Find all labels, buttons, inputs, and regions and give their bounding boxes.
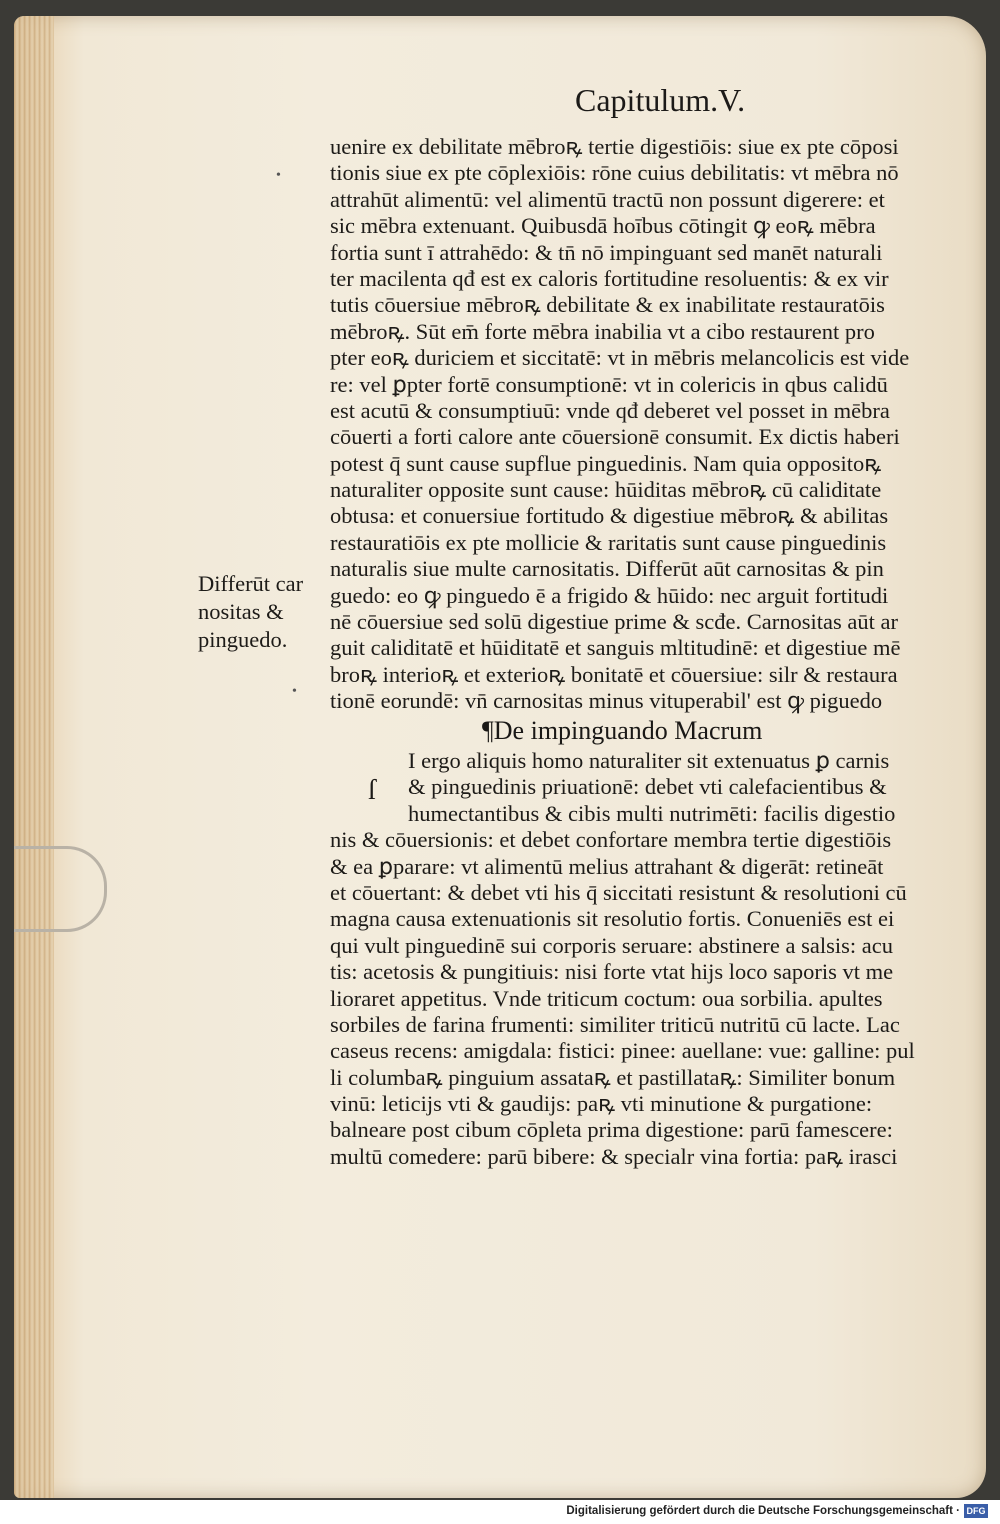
- text-line: naturalis siue multe carnositatis. Differūt aūt carnositas & pin: [330, 556, 884, 582]
- ink-speck: •: [276, 168, 281, 183]
- text-line: sorbiles de farina frumenti: similiter triticū nutritū cū lacte. Lac: [330, 1011, 900, 1037]
- text-line: tionis siue ex pte cōplexiōis: rōne cuius debilitatis: vt mēbra nō: [330, 160, 899, 186]
- digitization-credit: Digitalisierung gefördert durch die Deutsche Forschungsgemeinschaft ·: [566, 1505, 960, 1517]
- text-line: naturaliter opposite sunt cause: hūiditas mēbroꝶ cū caliditate: [330, 477, 882, 503]
- text-line: balneare post cibum cōpleta prima digestione: parū famescere:: [330, 1117, 893, 1143]
- text-line: & pinguedinis priuationē: debet vti calefacientibus &: [408, 774, 887, 800]
- paper-clip: [14, 846, 107, 932]
- text-line: re: vel ꝑpter fortē consumptionē: vt in colericis in qbus calidū: [330, 371, 888, 397]
- text-line: fortia sunt ī attrahēdo: & tn̄ nō impinguant sed manēt naturali: [330, 239, 883, 265]
- text-line: nis & cōuersionis: et debet confortare membra tertie digestiōis: [330, 827, 892, 853]
- text-line: guit caliditatē et hūiditatē et sanguis mltitudinē: et digestiue mē: [330, 635, 901, 661]
- text-line: multū comedere: parū bibere: & specialr vina fortia: paꝶ irasci: [330, 1143, 898, 1169]
- text-line: & ea ꝑparare: vt alimentū melius attrahant & digerāt: retineāt: [330, 853, 884, 879]
- pilcrow-icon: ¶: [482, 716, 494, 745]
- text-line: tis: acetosis & pungitiuis: nisi forte vtat hijs loco saporis vt me: [330, 959, 894, 985]
- text-line: uenire ex debilitate mēbroꝶ tertie digestiōis: siue ex pte cōposi: [330, 134, 899, 159]
- text-line: humectantibus & cibis multi nutrimēti: facilis digestio: [408, 800, 896, 826]
- text-line: magna causa extenuationis sit resolutio fortis. Conueniēs est ei: [330, 906, 895, 932]
- text-line: attrahūt alimentū: vel alimentū tractū non possunt digerere: et: [330, 186, 885, 212]
- text-line: pter eoꝶ duriciem et siccitatē: vt in mēbris melancolicis est vide: [330, 345, 910, 371]
- chapter-header: Capitulum.V.: [575, 82, 746, 118]
- section-text: [330, 748, 970, 1170]
- text-line: sic mēbra extenuant. Quibusdā hoībus cōtingit ꝙ eoꝶ mēbra: [330, 213, 876, 239]
- footer-bar: [0, 1500, 1000, 1524]
- marginal-note: [198, 570, 338, 654]
- text-line: lioraret appetitus. Vnde triticum coctum: oua sorbilia. apultes: [330, 985, 883, 1011]
- text-line: broꝶ interioꝶ et exterioꝶ bonitatē et cōuersiue: silr & restaura: [330, 661, 898, 687]
- text-line: vinū: leticijs vti & gaudijs: paꝶ vti minutione & purgatione:: [330, 1091, 873, 1117]
- marginal-note-line: Differūt car: [198, 571, 304, 596]
- guide-letter: ſ: [368, 775, 376, 806]
- text-line: caseus recens: amigdala: fistici: pinee: auellane: vue: galline: pul: [330, 1038, 915, 1064]
- dfg-logo-icon: DFG: [964, 1504, 988, 1518]
- text-line: nē cōuersiue sed solū digestiue prime & scđe. Carnositas aūt ar: [330, 609, 898, 635]
- marginal-note-line: nositas &: [198, 599, 284, 624]
- marginal-note-line: pinguedo.: [198, 627, 288, 652]
- section-heading-text: De impinguando Macrum: [493, 716, 763, 745]
- text-line: obtusa: et conuersiue fortitudo & digestiue mēbroꝶ & abilitas: [330, 503, 889, 529]
- text-line: cōuerti a forti calore ante cōuersionē consumit. Ex dictis haberi: [330, 424, 900, 450]
- text-line: ter macilenta qđ est ex caloris fortitudine resoluentis: & ex vir: [330, 265, 889, 291]
- text-line: I ergo aliquis homo naturaliter sit extenuatus ꝑ carnis: [408, 748, 890, 773]
- text-line: restauratiōis ex pte mollicie & raritatis sunt cause pinguedinis: [330, 529, 887, 555]
- text-line: tutis cōuersiue mēbroꝶ debilitate & ex inabilitate restauratōis: [330, 292, 885, 318]
- text-line: qui vult pinguedinē sui corporis seruare: abstinere a salsis: acu: [330, 932, 893, 958]
- page-edge: [14, 16, 54, 1498]
- section-heading: [482, 716, 902, 746]
- text-line: potest q̄ sunt cause supflue pinguedinis. Nam quia oppositoꝶ: [330, 450, 882, 476]
- text-line: mēbroꝶ. Sūt em̄ forte mēbra inabilia vt a cibo restaurent pro: [330, 318, 875, 344]
- text-line: tionē eorundē: vn̄ carnositas minus vituperabil' est ꝙ piguedo: [330, 688, 883, 714]
- text-line: et cōuertant: & debet vti his q̄ siccitati resistunt & resolutioni cū: [330, 879, 907, 905]
- text-line: est acutū & consumptiuū: vnde qđ deberet vel posset in mēbra: [330, 397, 890, 423]
- text-line: li columbaꝶ pinguium assataꝶ et pastillataꝶ: Similiter bonum: [330, 1064, 896, 1090]
- text-line: guedo: eo ꝙ pinguedo ē a frigido & hūido: nec arguit fortitudi: [330, 582, 889, 608]
- ink-speck: •: [292, 684, 297, 699]
- body-text: [330, 134, 970, 715]
